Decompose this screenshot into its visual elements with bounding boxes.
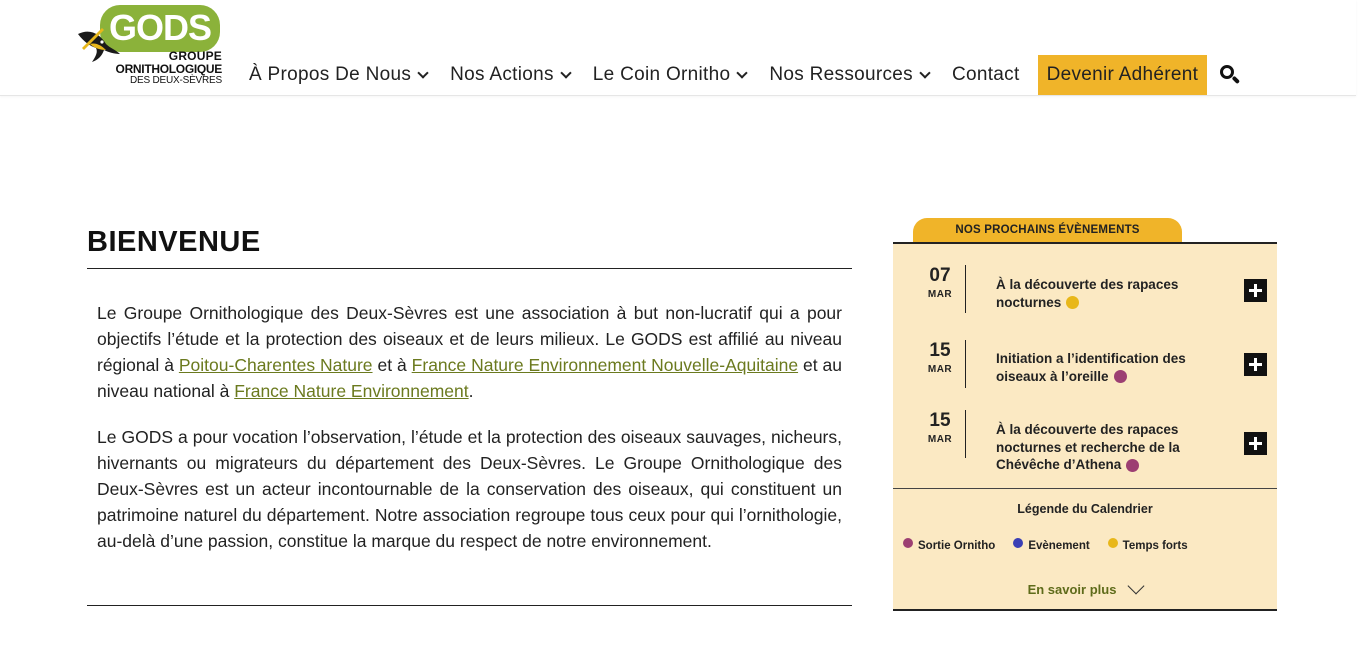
- nav-item-contact[interactable]: [947, 55, 1025, 95]
- event-item: [893, 410, 1277, 470]
- events-panel: [893, 242, 1277, 611]
- nav-item-label: Contact: [951, 64, 1020, 85]
- en-savoir-plus-link[interactable]: [893, 582, 1277, 597]
- main-nav: [244, 55, 1241, 95]
- divider: [965, 265, 966, 313]
- divider: [87, 605, 852, 606]
- event-title-text: À la découverte des rapaces nocturnes: [996, 277, 1179, 310]
- expand-event-button[interactable]: [1244, 279, 1267, 302]
- link-france-nature-environnement[interactable]: France Nature Environnement: [234, 381, 469, 401]
- nav-item-label: Le Coin Ornitho: [592, 64, 731, 85]
- chevron-down-icon: [919, 67, 930, 78]
- temps-forts-dot-icon: [1066, 296, 1079, 309]
- event-month: MAR: [927, 434, 953, 445]
- paragraph-text: .: [468, 381, 474, 401]
- nav-item-nos-actions[interactable]: [445, 55, 575, 95]
- temps-forts-dot-icon: [1108, 538, 1118, 548]
- event-date: [919, 265, 961, 300]
- sortie-ornitho-dot-icon: [1126, 459, 1139, 472]
- legend-item-temps-forts: [1108, 540, 1188, 552]
- event-title[interactable]: [996, 276, 1211, 311]
- site-header: [0, 0, 1356, 96]
- logo-line-3: DES DEUX-SÈVRES: [129, 75, 222, 86]
- sortie-ornitho-dot-icon: [1114, 370, 1127, 383]
- event-date: [919, 410, 961, 445]
- nav-item-label: À Propos De Nous: [249, 64, 412, 85]
- logo-line-1: GROUPE: [168, 49, 222, 63]
- event-title-text: Initiation a l’identification des oiseaux à l’oreille: [996, 351, 1186, 384]
- events-heading: NOS PROCHAINS ÉVÈNEMENTS: [913, 218, 1182, 243]
- event-day: 15: [929, 410, 951, 431]
- legend-label: Temps forts: [1122, 540, 1188, 552]
- event-date: [919, 340, 961, 375]
- intro-paragraph-1: [97, 300, 842, 404]
- devenir-adherent-button[interactable]: Devenir Adhérent: [1038, 55, 1208, 95]
- link-fne-nouvelle-aquitaine[interactable]: France Nature Environnement Nouvelle-Aquitaine: [411, 355, 799, 375]
- paragraph-text: et au niveau national à: [97, 355, 843, 401]
- legend-label: Sortie Ornitho: [918, 540, 996, 552]
- page-title: BIENVENUE: [87, 226, 261, 258]
- paragraph-text: et à: [372, 355, 412, 375]
- chevron-down-icon: [560, 67, 571, 78]
- event-day: 15: [929, 340, 951, 361]
- sortie-ornitho-dot-icon: [903, 538, 913, 548]
- chevron-down-icon: [1128, 578, 1145, 595]
- nav-item-label: Nos Actions: [450, 64, 554, 85]
- chevron-down-icon: [737, 67, 748, 78]
- event-title[interactable]: [996, 421, 1211, 474]
- more-label: En savoir plus: [1027, 582, 1117, 597]
- event-title[interactable]: [996, 350, 1211, 385]
- divider: [87, 268, 852, 269]
- expand-event-button[interactable]: [1244, 353, 1267, 376]
- logo-line-2: ORNITHOLOGIQUE: [115, 62, 222, 76]
- nav-item-a-propos[interactable]: [244, 55, 432, 95]
- legend-item-evenement: [1013, 540, 1089, 552]
- nav-item-ressources[interactable]: [764, 55, 934, 95]
- divider: [893, 488, 1277, 489]
- search-icon[interactable]: [1219, 64, 1241, 86]
- event-month: MAR: [927, 364, 953, 375]
- intro-paragraph-2: Le GODS a pour vocation l’observation, l’étude et la protection des oiseaux sauvages, nicheurs, hivernants ou migrateurs du département des Deux-Sèvres. Le Groupe Ornithologique des Deux-Sèvres est un acteur incontournable de la conservation des oiseaux, qui constituent un patrimoine naturel du département. Notre association regroupe tous ceux pour qui l’ornithologie, au-delà d’une passion, constitue la marque du respect de notre environnement.: [97, 427, 842, 551]
- logo-text: [112, 50, 222, 86]
- legend-item-sortie: [903, 540, 995, 552]
- divider: [965, 410, 966, 458]
- expand-event-button[interactable]: [1244, 432, 1267, 455]
- nav-item-label: Nos Ressources: [769, 64, 913, 85]
- evenement-dot-icon: [1013, 538, 1023, 548]
- divider: [965, 340, 966, 388]
- nav-item-coin-ornitho[interactable]: [588, 55, 752, 95]
- event-title-text: À la découverte des rapaces nocturnes et recherche de la Chévêche d’Athena: [996, 422, 1180, 472]
- link-poitou-charentes-nature[interactable]: Poitou-Charentes Nature: [178, 355, 373, 375]
- calendar-legend: [903, 540, 1206, 552]
- legend-title: Légende du Calendrier: [1017, 502, 1153, 516]
- svg-text:GODS: GODS: [108, 7, 212, 48]
- intro-text: [97, 300, 842, 574]
- legend-label: Evènement: [1028, 540, 1090, 552]
- paragraph-text: Le Groupe Ornithologique des Deux-Sèvres est une association à but non-lucratif qui a pour objectifs l’étude et la protection des oiseaux et de leurs milieux. Le GODS est affilié au niveau régional à: [97, 303, 842, 375]
- event-item: [893, 265, 1277, 325]
- chevron-down-icon: [417, 67, 428, 78]
- event-month: MAR: [927, 289, 953, 300]
- event-item: [893, 340, 1277, 400]
- event-day: 07: [929, 265, 951, 286]
